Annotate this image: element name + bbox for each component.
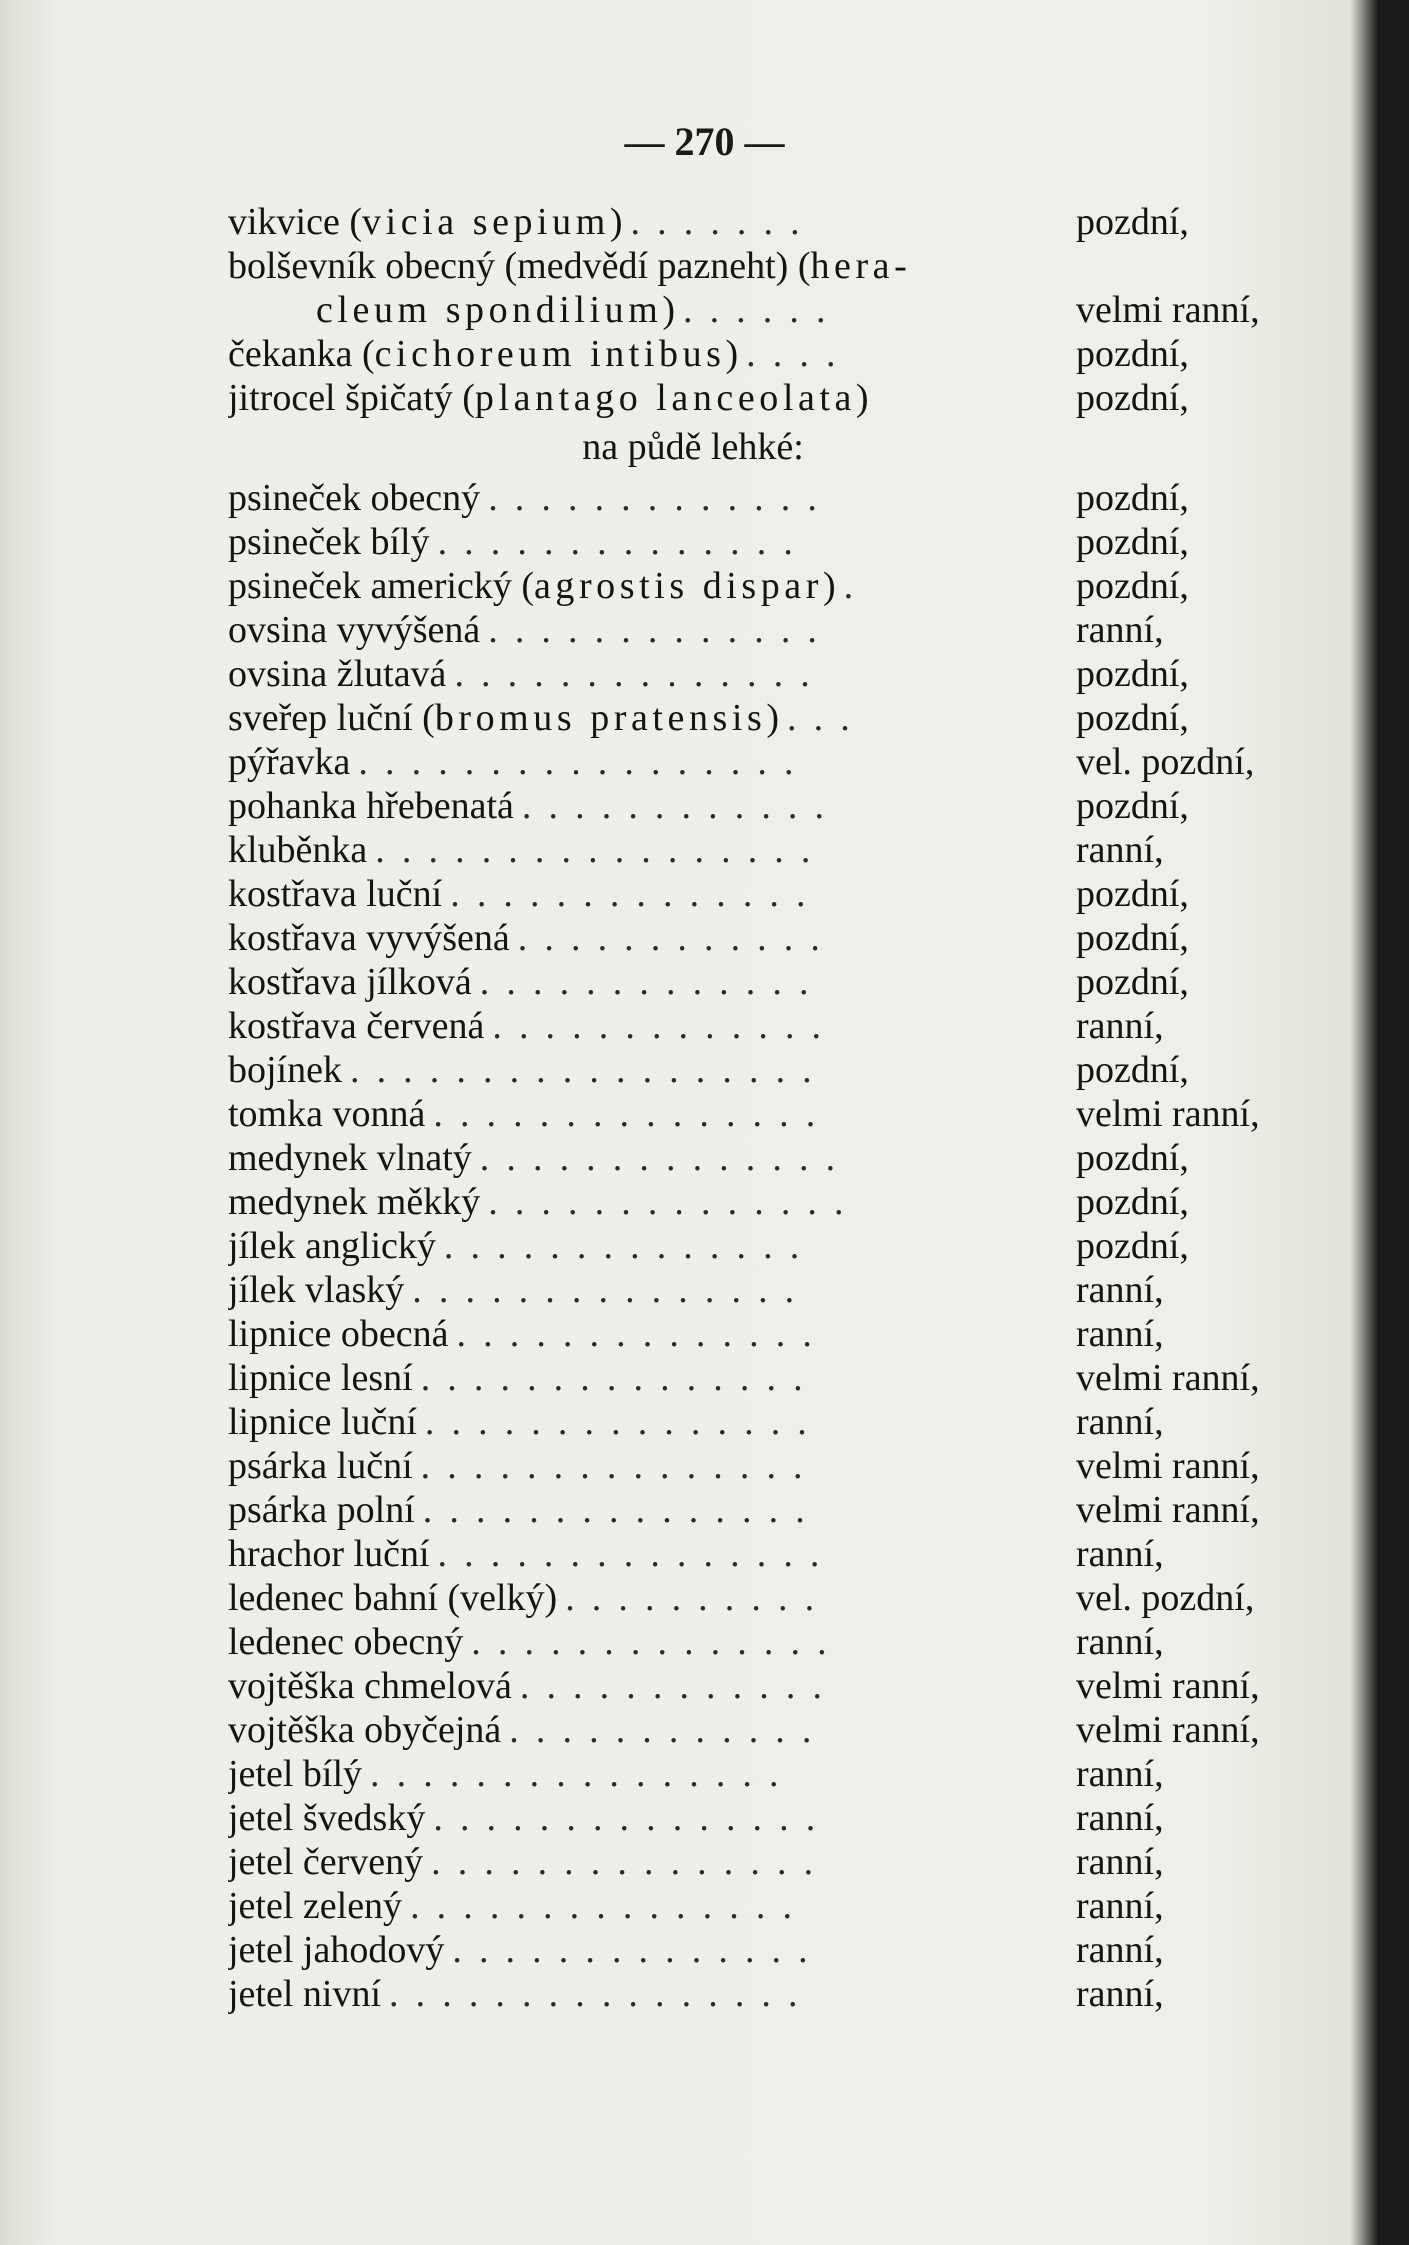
leader-dots: . . . . . . . — [630, 201, 804, 243]
plant-name-latin: agrostis dispar — [533, 565, 823, 607]
list-item — [228, 1620, 1318, 1664]
plant-name-czech: psárka luční — [228, 1445, 413, 1487]
plant-name-czech: jílek vlaský — [228, 1269, 405, 1311]
leader-dots: . . . . . . . . . . . . — [519, 1665, 826, 1707]
list-item — [228, 332, 1318, 376]
ripening-time: ranní, — [1076, 1885, 1164, 1927]
plant-name — [228, 696, 779, 740]
list-item — [228, 784, 1318, 828]
plant-name — [228, 200, 623, 244]
plant-name-latin: cichoreum intibus — [374, 333, 726, 375]
leader-dots: . . . . . . . . . . . . . . — [443, 1225, 803, 1267]
ripening-time: velmi ranní, — [1076, 289, 1260, 331]
leader-dots: . . . . — [746, 333, 840, 375]
plant-name — [316, 288, 675, 332]
ripening-time: pozdní, — [1076, 477, 1189, 519]
plant-name — [228, 520, 430, 564]
plant-name-czech: ledenec bahní (velký) — [228, 1577, 558, 1619]
plant-name — [228, 1092, 425, 1136]
plant-name — [228, 1884, 402, 1928]
ripening-time: ranní, — [1076, 1797, 1164, 1839]
plant-name — [228, 652, 446, 696]
ripening-time: pozdní, — [1076, 1049, 1189, 1091]
ripening-time: ranní, — [1076, 1401, 1164, 1443]
plant-name-czech: ledenec obecný — [228, 1621, 464, 1663]
plant-name — [228, 332, 738, 376]
list-item — [228, 564, 1318, 608]
list-item — [228, 1664, 1318, 1708]
ripening-time: ranní, — [1076, 1929, 1164, 1971]
plant-name-czech: hrachor luční — [228, 1533, 430, 1575]
list-item — [228, 1356, 1318, 1400]
plant-name — [228, 1180, 480, 1224]
plant-name-czech: psineček americký ( — [228, 565, 534, 607]
list-item — [228, 1048, 1318, 1092]
list-item — [228, 1488, 1318, 1532]
ripening-time: pozdní, — [1076, 1181, 1189, 1223]
plant-name-end: ) — [766, 697, 780, 739]
plant-name — [228, 1840, 423, 1884]
ripening-time: ranní, — [1076, 1533, 1164, 1575]
plant-name — [228, 1752, 362, 1796]
ripening-time: velmi ranní, — [1076, 1093, 1260, 1135]
list-item — [228, 1004, 1318, 1048]
plant-name-czech: psárka polní — [228, 1489, 415, 1531]
plant-name-czech: jetel švedský — [228, 1797, 426, 1839]
leader-dots: . . . . . . . . . . . . . . . — [433, 1797, 820, 1839]
leader-dots: . . . . . . . . . . . . . . — [437, 521, 797, 563]
plant-name-czech: vikvice ( — [228, 201, 363, 243]
leader-dots: . . . . . . . . . . . . . . . — [410, 1885, 796, 1927]
plant-name — [228, 1136, 472, 1180]
plant-name-end: ) — [662, 289, 675, 331]
ripening-time: ranní, — [1076, 1005, 1164, 1047]
plant-name — [228, 564, 836, 608]
plant-list — [228, 200, 1318, 2016]
ripening-time: ranní, — [1076, 1621, 1164, 1663]
ripening-time: ranní, — [1076, 1313, 1164, 1355]
plant-name-czech: lipnice obecná — [228, 1313, 449, 1355]
plant-name-czech: jetel nivní — [228, 1973, 382, 2015]
plant-name — [228, 828, 367, 872]
list-item — [228, 1928, 1318, 1972]
list-item — [228, 1180, 1318, 1224]
ripening-time: pozdní, — [1076, 201, 1189, 243]
leader-dots: . . . — [787, 697, 854, 739]
plant-name-czech: jetel bílý — [228, 1753, 363, 1795]
plant-name-czech: jílek anglický — [228, 1225, 436, 1267]
ripening-time: ranní, — [1076, 1269, 1164, 1311]
list-item — [228, 1796, 1318, 1840]
ripening-time: vel. pozdní, — [1076, 741, 1255, 783]
list-item — [228, 1532, 1318, 1576]
plant-name-czech: bolševník obecný (medvědí pazneht) ( — [228, 245, 811, 287]
plant-name — [228, 1400, 417, 1444]
plant-name-czech: kluběnka — [228, 829, 368, 871]
plant-name-czech: jetel červený — [228, 1841, 424, 1883]
ripening-time: pozdní, — [1076, 377, 1189, 419]
plant-name-czech: kostřava jílková — [228, 961, 472, 1003]
leader-dots: . . . . . . — [682, 289, 830, 331]
list-item — [228, 1268, 1318, 1312]
plant-name — [228, 1356, 413, 1400]
leader-dots: . . . . . . . . . . . . . . . . . . — [349, 1049, 816, 1091]
leader-dots: . . . . . . . . . . . . . . . . — [370, 1753, 783, 1795]
leader-dots: . . . . . . . . . . . . . — [492, 1005, 825, 1047]
leader-dots: . . . . . . . . . . . . . . . . . — [375, 829, 815, 871]
ripening-time: pozdní, — [1076, 917, 1189, 959]
ripening-time: pozdní, — [1076, 653, 1189, 695]
plant-name — [228, 784, 514, 828]
list-item — [228, 1400, 1318, 1444]
leader-dots: . . . . . . . . . . . . . . . — [433, 1093, 820, 1135]
plant-name-czech: čekanka ( — [228, 333, 375, 375]
plant-name — [228, 1620, 463, 1664]
leader-dots: . . . . . . . . . . . . . — [488, 477, 821, 519]
list-item — [228, 376, 1318, 420]
list-item — [228, 1312, 1318, 1356]
plant-name — [228, 916, 510, 960]
leader-dots: . — [843, 565, 857, 607]
plant-name-latin: plantago lanceolata — [474, 377, 856, 419]
ripening-time: ranní, — [1076, 1841, 1164, 1883]
plant-name-end: ) — [725, 333, 739, 375]
ripening-time: velmi ranní, — [1076, 1445, 1260, 1487]
plant-name-end: ) — [609, 201, 623, 243]
leader-dots: . . . . . . . . . . . . . . . . . — [358, 741, 798, 783]
list-item — [228, 1092, 1318, 1136]
leader-dots: . . . . . . . . . . . . . . — [450, 873, 810, 915]
list-item — [228, 608, 1318, 652]
plant-name-latin: vicia sepium — [362, 201, 610, 243]
list-item — [228, 1224, 1318, 1268]
list-item — [228, 960, 1318, 1004]
leader-dots: . . . . . . . . . . . . . . — [456, 1313, 816, 1355]
plant-name — [228, 376, 869, 420]
entries-light-soil — [228, 476, 1318, 2016]
ripening-time: pozdní, — [1076, 873, 1189, 915]
plant-name — [228, 1928, 444, 1972]
ripening-time: ranní, — [1076, 609, 1164, 651]
section-heading: na půdě lehké: — [582, 426, 804, 468]
plant-name — [228, 608, 480, 652]
list-item — [228, 696, 1318, 740]
leader-dots: . . . . . . . . . . — [565, 1577, 818, 1619]
leader-dots: . . . . . . . . . . . . . . . — [420, 1357, 807, 1399]
list-item — [228, 916, 1318, 960]
list-item — [228, 476, 1318, 520]
plant-name — [228, 1488, 415, 1532]
ripening-time: velmi ranní, — [1076, 1665, 1260, 1707]
page-number: — 270 — — [624, 119, 785, 164]
plant-name — [228, 1444, 413, 1488]
plant-name — [228, 1224, 436, 1268]
plant-name-czech: kostřava červená — [228, 1005, 485, 1047]
plant-name-czech: jetel jahodový — [228, 1929, 445, 1971]
leader-dots: . . . . . . . . . . . . . . — [488, 1181, 848, 1223]
plant-name — [228, 1796, 425, 1840]
ripening-time: pozdní, — [1076, 785, 1189, 827]
plant-name-latin: hera- — [810, 245, 912, 287]
list-item — [228, 1840, 1318, 1884]
plant-name-czech: jitrocel špičatý ( — [228, 377, 475, 419]
ripening-time: velmi ranní, — [1076, 1357, 1260, 1399]
plant-name-czech: sveřep luční ( — [228, 697, 435, 739]
plant-name-czech: medynek vlnatý — [228, 1137, 472, 1179]
leader-dots: . . . . . . . . . . . . — [509, 1709, 816, 1751]
leader-dots: . . . . . . . . . . . . . — [488, 609, 821, 651]
leader-dots: . . . . . . . . . . . . . . — [479, 1137, 839, 1179]
plant-name — [228, 1048, 342, 1092]
list-item — [228, 244, 1318, 288]
list-item — [228, 652, 1318, 696]
list-item — [228, 200, 1318, 244]
leader-dots: . . . . . . . . . . . . . — [479, 961, 813, 1003]
leader-dots: . . . . . . . . . . . . . . . — [437, 1533, 824, 1575]
plant-name — [228, 960, 472, 1004]
leader-dots: . . . . . . . . . . . . . . . — [422, 1489, 809, 1531]
plant-name — [228, 872, 442, 916]
ripening-time: ranní, — [1076, 1753, 1164, 1795]
leader-dots: . . . . . . . . . . . . . . . — [420, 1445, 807, 1487]
plant-name-czech: kostřava vyvýšená — [228, 917, 510, 959]
plant-name-end: ) — [855, 377, 869, 419]
plant-name-end: ) — [822, 565, 836, 607]
plant-name-czech: tomka vonná — [228, 1093, 426, 1135]
plant-name — [228, 1268, 404, 1312]
list-item — [228, 1576, 1318, 1620]
list-item — [228, 520, 1318, 564]
ripening-time: velmi ranní, — [1076, 1709, 1260, 1751]
plant-name — [228, 476, 480, 520]
plant-name-czech: jetel zelený — [228, 1885, 403, 1927]
list-item — [228, 828, 1318, 872]
list-item — [228, 1444, 1318, 1488]
list-item — [228, 1708, 1318, 1752]
ripening-time: vel. pozdní, — [1076, 1577, 1255, 1619]
leader-dots: . . . . . . . . . . . . . . . . — [389, 1973, 802, 2015]
plant-name-czech: psineček bílý — [228, 521, 430, 563]
list-item — [228, 740, 1318, 784]
leader-dots: . . . . . . . . . . . . — [517, 917, 824, 959]
plant-name-czech: lipnice luční — [228, 1401, 417, 1443]
plant-name — [228, 244, 911, 288]
ripening-time: velmi ranní, — [1076, 1489, 1260, 1531]
plant-name — [228, 1972, 381, 2016]
plant-name-latin: cleum spondilium — [316, 289, 663, 331]
list-item — [228, 1136, 1318, 1180]
plant-name-czech: lipnice lesní — [228, 1357, 413, 1399]
ripening-time: ranní, — [1076, 1973, 1164, 2015]
list-item — [228, 1752, 1318, 1796]
plant-name-latin: bromus pratensis — [434, 697, 767, 739]
plant-name-czech: medynek měkký — [228, 1181, 481, 1223]
plant-name-czech: ovsina žlutavá — [228, 653, 447, 695]
ripening-time: pozdní, — [1076, 1137, 1189, 1179]
plant-name-czech: pohanka hřebenatá — [228, 785, 514, 827]
plant-name-czech: kostřava luční — [228, 873, 443, 915]
list-item — [228, 872, 1318, 916]
plant-name — [228, 1312, 449, 1356]
plant-name — [228, 1004, 484, 1048]
plant-name-czech: vojtěška obyčejná — [228, 1709, 502, 1751]
entries-top — [228, 200, 1318, 420]
ripening-time: pozdní, — [1076, 1225, 1189, 1267]
leader-dots: . . . . . . . . . . . . — [521, 785, 828, 827]
list-item — [228, 1972, 1318, 2016]
ripening-time: ranní, — [1076, 829, 1164, 871]
plant-name-czech: vojtěška chmelová — [228, 1665, 512, 1707]
plant-name-czech: bojínek — [228, 1049, 342, 1091]
plant-name — [228, 1576, 557, 1620]
leader-dots: . . . . . . . . . . . . . . — [471, 1621, 831, 1663]
list-item — [228, 1884, 1318, 1928]
ripening-time: pozdní, — [1076, 521, 1189, 563]
list-item — [228, 288, 1318, 332]
leader-dots: . . . . . . . . . . . . . . . — [431, 1841, 817, 1883]
plant-name — [228, 1532, 430, 1576]
leader-dots: . . . . . . . . . . . . . . . — [412, 1269, 798, 1311]
leader-dots: . . . . . . . . . . . . . . . — [424, 1401, 811, 1443]
leader-dots: . . . . . . . . . . . . . . — [452, 1929, 812, 1971]
plant-name-czech: ovsina vyvýšená — [228, 609, 481, 651]
ripening-time: pozdní, — [1076, 333, 1189, 375]
leader-dots: . . . . . . . . . . . . . . — [454, 653, 814, 695]
ripening-time: pozdní, — [1076, 565, 1189, 607]
plant-name — [228, 740, 350, 784]
ripening-time: pozdní, — [1076, 697, 1189, 739]
plant-name-czech: pýřavka — [228, 741, 351, 783]
plant-name — [228, 1664, 512, 1708]
plant-name — [228, 1708, 501, 1752]
ripening-time: pozdní, — [1076, 961, 1189, 1003]
plant-name-czech: psineček obecný — [228, 477, 481, 519]
